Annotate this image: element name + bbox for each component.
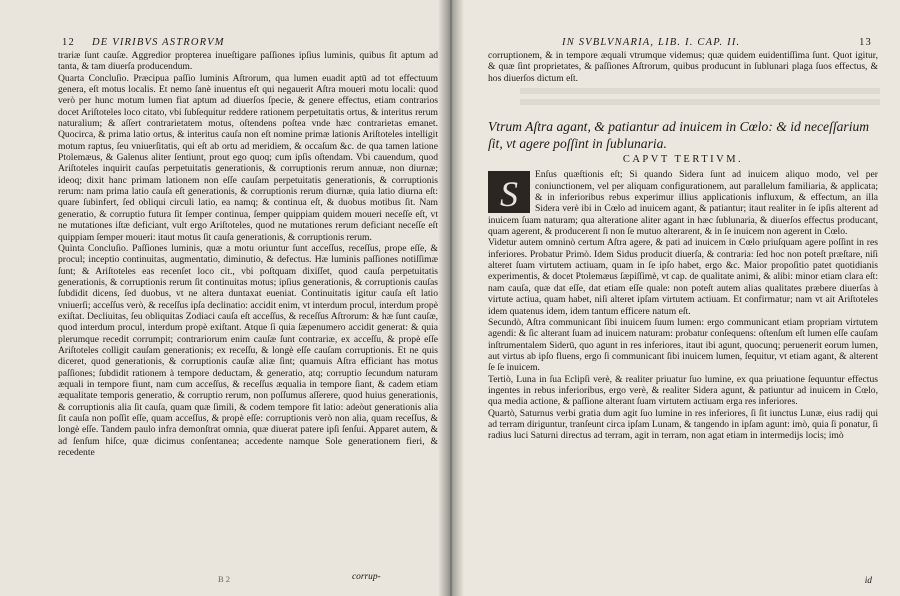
chapter-label: CAPVT TERTIVM. [622,154,744,166]
right-catchword: id [864,576,872,586]
right-paragraph: Tertiò, Luna in ſua Eclipſi verè, & realiter priuatur ſuo lumine, ex qua priuatione ſequuntur effectus ingentes in rebus inferioribus, ergo verè, & realiter Sidera agunt, & patiuntur ad inuicem in Cœlo, qua media actione, & paſſione alterant ſuam virtutem actiuam erga res inferiores. [488,373,878,408]
left-paragraph: Quinta Concluſio. Paſſiones luminis, quæ a motu oriuntur ſunt acceſſus, receſſus, prope eſſe, & procul; inceptio continuitas, augmentatio, diminutio, & defectus. Hæ luminis paſſiones notiſſimæ ſunt; & Ariſtoteles eas recenſet loco cit., vbi poſtquam dixiſſet, quod cauſa perpetuitatis generationis, & corruptionis rerum ſit continuitas motus; ipſius generationis, & corruptionis cauſas ſubdidit dicens, ſed duobus, vt ne altera duntaxat eueniat. Continuitatis igitur cauſa eſt latio vniuerſi; acceſſus verò, & receſſus ipſa declinatio: accidit enim, vt interdum procul, interdum propè exiſtat. Decliuitas, ſeu obliquitas Zodiaci cauſa eſt acceſſus, & receſſus Aſtrorum: & hæ ſunt cauſæ, quod interdum procul, interdum propè exiſtant. Atque ſi quia ſæpenumero accidit generat: & quia plerumque recedit corrumpit; contrariorum enim cauſæ ſunt contrariæ, ex acceſſu, & propè eſſe Ariſtoteles colligit cauſam generationis; ex receſſu, & longè eſſe cauſam corruptionis. Et ne quis diceret, quod generationis, & corruptionis cauſæ aliæ ſint; quamuis Aſtra efficiant has motus paſſiones; ſubdidit rationem à tempore deductam, & generatio, atq; corruptio ſecundum naturam æquali in tempore fiunt, nam cum acceſſus, & receſſus æqualia in tempore ſiant, & cadem etiam æqualitate temporis generatio, & corruptio rerum, non poſſumus aſſerere, quod huius generationis, & corruptionis alia ſit cauſa, quam quæ ſimili, & codem tempore fit latio: adeòut generationis alia ſit cauſa non poſſit eſſe, quam acceſſus, & propè eſſe: corruptionis verò non alia, quam receſſus, & longè eſſe. Tandem paulo infra demonſtrat omnia, quæ diuerat patere ipſi ſenſui. Apparet autem, & ad ſenſum hiſce, quæ dicimus conſentanea; accedente namque Sole generationem fieri, & recedente [58,242,438,459]
left-paragraph: trariæ ſunt cauſæ. Aggredior propterea inueſtigare paſſiones ipſius luminis, quibus ſit aptum ad tanta, & tam diuerſa producendum. [58,50,438,73]
chapter-heading: Vtrum Aſtra agant, & patiantur ad inuicem in Cœlo: & id neceſſarium ſit, vt agere poſſint in ſublunaria. [488,119,870,152]
right-running-head: IN SVBLVNARIA, LIB. I. CAP. II. [562,37,741,48]
drop-cap-initial: S [488,171,530,213]
left-running-head: DE VIRIBVS ASTRORVM [92,37,225,48]
right-page-number: 13 [859,37,872,48]
right-body-text [488,50,878,442]
right-top-paragraph: corruptionem, & in tempore æquali vtrumque videmus; quæ quidem euidentiſſima ſunt. Quot igitur, & quæ ſint proprietates, & paſſiones Aſtrorum, quibus producunt in ſublunari plaga ſuos effectus, & hos diuerſos dictum eſt. [488,50,878,84]
right-paragraph: Quartò, Saturnus verbi gratia dum agit ſuo lumine in res inferiores, ſi ſit iunctus Lunæ, eius radij qui ad terram diriguntur, tranſeunt circa ipſam Lunam, & tangendo in ipſam agunt: imò, quia ſi ponatur, ſi radius luci Saturni directus ad terram, agit in terram, non agat etiam in intermedijs locis; imò [488,407,878,442]
right-paragraph: Secundò, Aſtra communicant ſibi inuicem ſuum lumen: ergo communicant etiam propriam virtutem agendi: & ſic alterant ſuam ad inuicem naturam: probatur conſequens: oſtenſum eſt lumen eſſe cauſam inſtrumentalem Siderū, quo agunt in res inferiores, itaut ibi agunt, quocunq; peruenerit eorum lumen, aut virtus ab ipſo fluens, ergo ſi communicant ſibi inuicem lumen, ſequitur, vt etiam agant, & alterent ſe ſe inuicem. [488,316,878,374]
left-page-number: 12 [62,37,75,48]
first-paragraph-text: Enſus quæſtionis eſt; Si quando Sidera ſunt ad inuicem aliquo modo, vel per coniunctionem, vel per aliquam configurationem, aut parallelum familiaria, & applicata; & in inferioribus rebus experimur illius applicationis influxum, & effectum, an illa Sidera verè ibi in Cœlo ad inuicem agant, & patiantur; itaut realiter in ſe ipſis alterent ad inuicem ſuam naturam; qua alteratione aliter agant in hæc ſublunaria, & diuerſos effectus producant, quam agerent, & producerent ſi non ſe mutuo alterarent, & in ſe inuicem non agerent in Cœlo. [488,169,878,238]
left-body-text [58,50,438,458]
signature-mark: B 2 [218,574,231,584]
right-page [450,0,900,596]
right-paragraph [488,169,878,237]
right-paragraph: Videtur autem omninò certum Aſtra agere, & pati ad inuicem in Cœlo priuſquam agere poſſint in res inferiores. Probatur Primò. Idem Sidus producit diuerſa, & contraria: ſed hoc non poteſt præſtare, niſi alteret ſuam virtutem actiuam, quam in ſe ipſo habet, ergo &c. Maior propoſitio patet quotidianis experimentis, & docet Ptolemæus ſæpiſſimè, vt cap. de qualitate animi, & alibi: minor etiam clara eſt: nam cauſa, quæ dat eſſe, dat etiam eſſe quale: non poteſt autem alias qualitates præbere diuerſas à virtute actiua, quam habet, niſi alteret ipſam virtutem actiuam. Et confirmatur; nam vt ait Ariſtoteles idem quatenus idem, idem tantum efficere natum eſt. [488,237,878,317]
left-paragraph: Quarta Concluſio. Præcipua paſſio luminis Aſtrorum, qua lumen euadit aptū ad tot effectuum genera, eſt motus localis. Et nemo ſanè inuentus eſt qui negauerit Aſtra moueri motu locali: quod verò per hunc motum lumen fiat aptum ad diuerſos ſpecie, & genere effectus, etiam contrarios docet Ariſtoteles loco citato, vbi ſubſequitur reddere rationem perpetuitatis ortus, & interitus rerum naturalium; & aſſert contrarietatem motus, oſtendens poſtea vnde hæc contrarietas emanet. Quocirca, & prima latio ortus, & interitus cauſa non eſt nomine primæ lationis Ariſtoteles intelligit motum raptus, ſeu vniuerſitatis, qui eſt ab ortu ad meridiem, & occaſum &c. de qua tamen latione Ptolemæus, & Galenus aliter ſentiunt, prout ego quoq; cum ipſis oſtendam. Vbi cauendum, quod Ariſtoteles inquirit cauſas perpetuitatis generationis, & corruptionis rerum annuæ, non diurnæ; ideoq; dixit hanc primam lationem non eſſe cauſam perpetuitatis generationis, & corruptionis rerum: nam prima latio cauſa eſt generationis, & corruptionis rerum diurnæ, quia latio diurna eſt: quare ſubinfert, ſed obliqui circuli latio, ea namq; & continua eſt, & duobus motibus ſit. Nam generatio, & corruptio futura ſit ſemper continua, ſemper quippiam quidem moueri neceſſe eſt, vt ne mutationes iſtæ deficiant, vult ergo Ariſtoteles, quod ne mutationes rerum deficiant neceſſe eſt quippiam ſemper moueri: itaut motus ſit cauſa generationis, & corruptionis rerum. [58,72,438,243]
left-catchword: corrup- [352,572,381,582]
